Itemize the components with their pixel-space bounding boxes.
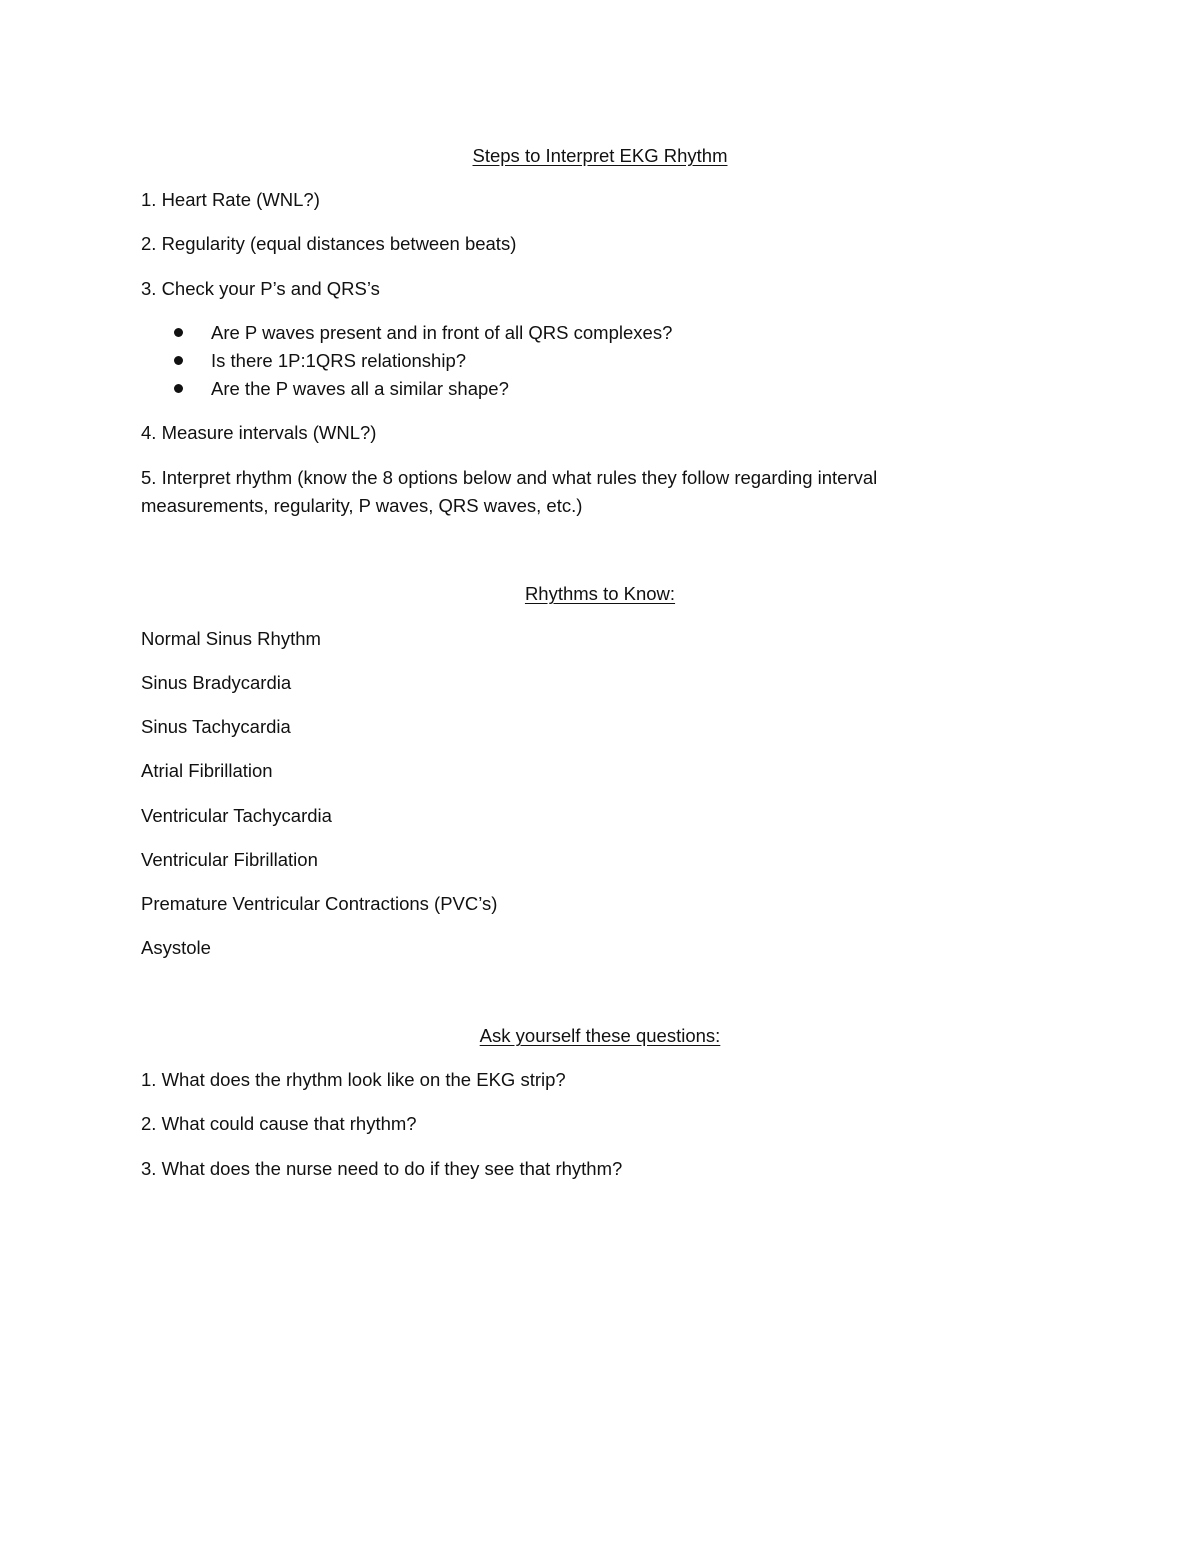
question-1: 1. What does the rhythm look like on the EKG strip? [141,1069,566,1090]
document-page: Steps to Interpret EKG Rhythm 1. Heart Rate (WNL?) 2. Regularity (equal distances between beats) 3. Check your P’s and QRS’s Are P waves present and in front of all QRS complexes? Is there 1P:1QRS relationship? Are the P waves all a similar shape? 4. Measure intervals (WNL?) 5. Interpret rhythm (know the 8 options below and what rules they follow regarding interval measurements, regularity, P waves, QRS waves, etc.) Rhythms to Know: Normal Sinus Rhythm Sinus Bradycardia Sinus Tachycardia Atrial Fibrillation Ventricular Tachycardia Ventricular Fibrillation Premature Ventricular Contractions (PVC’s) Asystole Ask yourself these questions: 1. What does the rhythm look like on the EKG strip? 2. What could cause that rhythm? 3. What does the nurse need to do if they see that rhythm? [0,0,1200,1553]
rhythms-heading: Rhythms to Know: [524,583,676,604]
question-2: 2. What could cause that rhythm? [141,1113,417,1134]
rhythm-item: Sinus Tachycardia [141,716,291,737]
step-5: 5. Interpret rhythm (know the 8 options below and what rules they follow regarding interval measurements, regularity, P waves, QRS waves, etc.) [141,467,878,516]
bullet-icon [174,356,183,365]
rhythm-item: Atrial Fibrillation [141,760,273,781]
questions-heading: Ask yourself these questions: [479,1025,721,1046]
step-4: 4. Measure intervals (WNL?) [141,422,377,443]
rhythm-item: Sinus Bradycardia [141,672,292,693]
step-1: 1. Heart Rate (WNL?) [141,189,320,210]
rhythm-item: Ventricular Fibrillation [141,849,318,870]
rhythm-item: Ventricular Tachycardia [141,805,332,826]
steps-heading: Steps to Interpret EKG Rhythm [472,145,728,166]
rhythm-item: Premature Ventricular Contractions (PVC’s) [141,893,498,914]
bullet-icon [174,384,183,393]
step-3: 3. Check your P’s and QRS’s [141,278,380,299]
bullet-icon [174,328,183,337]
step-2: 2. Regularity (equal distances between beats) [141,233,517,254]
rhythm-item: Asystole [141,937,211,958]
rhythm-item: Normal Sinus Rhythm [141,628,321,649]
question-3: 3. What does the nurse need to do if they see that rhythm? [141,1158,623,1179]
